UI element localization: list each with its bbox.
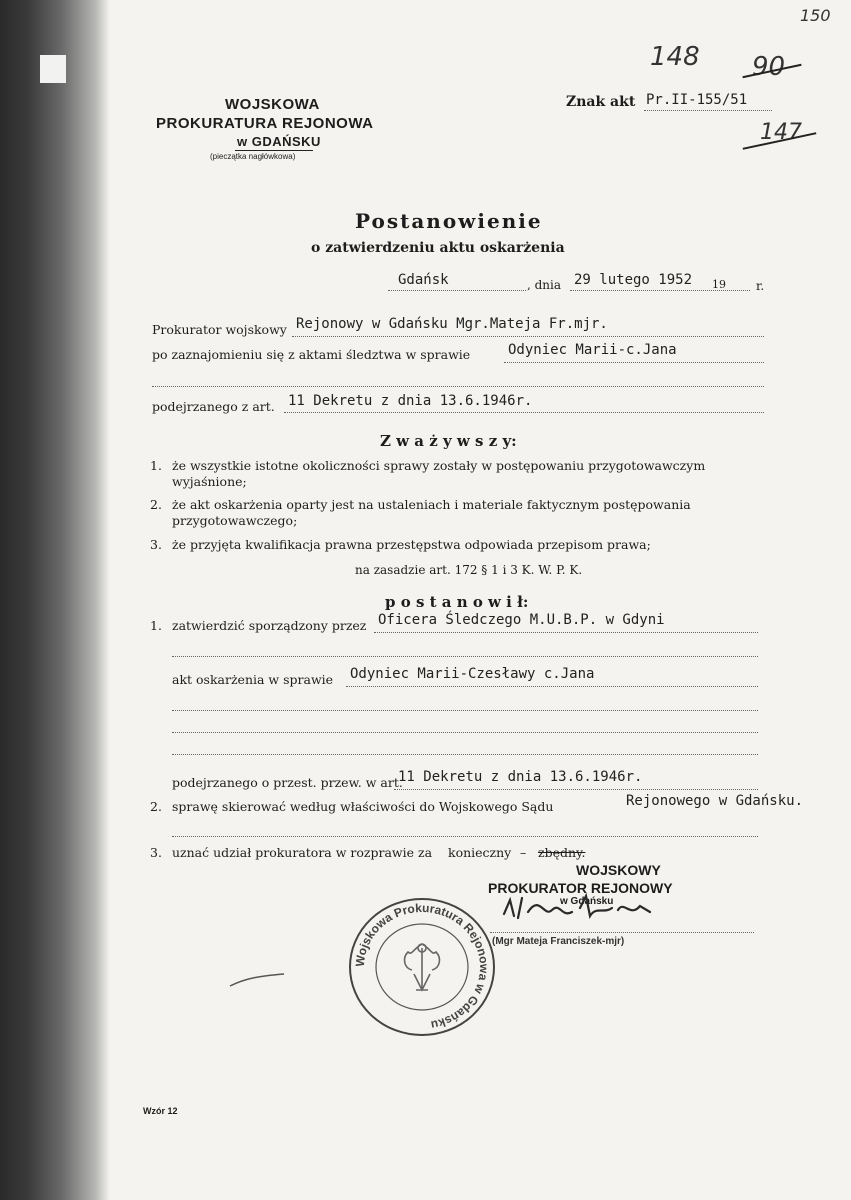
considering-number: 3. [150, 537, 162, 552]
letterhead-line3: w GDAŃSKU [237, 134, 321, 149]
indictment-value: Odyniec Marii-Czesławy c.Jana [350, 666, 595, 682]
prosecutor-value: Rejonowy w Gdańsku Mgr.Mateja Fr.mjr. [296, 316, 608, 332]
decided-heading: p o s t a n o w i ł: [385, 593, 529, 611]
signature-stamp-line3: w Gdańsku [560, 896, 614, 907]
participation-struck: zbędny. [538, 845, 586, 860]
letterhead-line2: PROKURATURA REJONOWA [156, 115, 374, 132]
signatory-name: (Mgr Mateja Franciszek-mjr) [492, 936, 625, 947]
considering-line: że przyjęta kwalifikacja prawna przestępstwa odpowiada przepisom prawa; [172, 537, 651, 552]
participation-label: uznać udział prokuratora w rozprawie za [172, 845, 433, 860]
considering-line: przygotowawczego; [172, 513, 298, 528]
participation-choice: konieczny [448, 845, 512, 860]
round-seal [342, 892, 502, 1042]
considering-line: że akt oskarżenia oparty jest na ustaleniach i materiale faktycznym postępowania [172, 497, 691, 512]
decided-number: 2. [150, 799, 162, 814]
legal-basis: na zasadzie art. 172 § 1 i 3 K. W. P. K. [355, 563, 583, 577]
signature-stamp-line2: PROKURATOR REJONOWY [488, 880, 673, 896]
refer-value: Rejonowego w Gdańsku. [626, 793, 804, 809]
fill-line [172, 732, 758, 733]
fill-line [504, 362, 764, 363]
archive-number-handwritten: 148 [650, 42, 700, 72]
signature-stamp-line1: WOJSKOWY [576, 862, 661, 878]
fill-line [172, 836, 758, 837]
scan-dark-edge [0, 0, 110, 1200]
fill-line [292, 336, 764, 337]
archive-number-top: 150 [800, 6, 831, 25]
suspect-offence-label: podejrzanego o przest. przew. w art. [172, 775, 403, 790]
eagle-icon [405, 944, 440, 990]
considering-number: 2. [150, 497, 162, 512]
document-subtitle: o zatwierdzeniu aktu oskarżenia [311, 240, 565, 256]
year-suffix: r. [756, 279, 765, 293]
fill-line [284, 412, 764, 413]
decided-number: 3. [150, 845, 162, 860]
fill-line [172, 656, 758, 657]
place-value: Gdańsk [398, 272, 449, 288]
suspect-article-label: podejrzanego z art. [152, 399, 275, 414]
prosecutor-label: Prokurator wojskowy [152, 322, 287, 337]
scan-spot [40, 55, 66, 83]
indictment-label: akt oskarżenia w sprawie [172, 672, 334, 687]
date-value: 29 lutego 1952 [574, 272, 693, 288]
letterhead-line1: WOJSKOWA [225, 96, 320, 113]
seal-text: Wojskowa Prokuratura Rejonowa w Gdańsku [352, 900, 492, 1033]
fill-line [490, 932, 754, 933]
considering-line: wyjaśnione; [172, 474, 247, 489]
refer-text: sprawę skierować według właściwości do Wojskowego Sądu [172, 799, 554, 814]
letterhead-underline [235, 150, 313, 151]
document-title: Postanowienie [355, 209, 543, 233]
date-label: , dnia [527, 278, 562, 292]
archive-number-struck-2: 147 [760, 120, 802, 145]
suspect-offence-value: 11 Dekretu z dnia 13.6.1946r. [398, 769, 643, 785]
approve-label: zatwierdzić sporządzony przez [172, 618, 367, 633]
fill-line [346, 686, 758, 687]
fill-line [394, 789, 758, 790]
handwritten-signature [500, 888, 660, 932]
fill-line [152, 386, 764, 387]
case-ref-label: Znak akt [566, 94, 636, 110]
letterhead-caption: (pieczątka nagłówkowa) [210, 152, 296, 161]
investigation-value: Odyniec Marii-c.Jana [508, 342, 677, 358]
fill-line [644, 110, 772, 111]
form-number: Wzór 12 [143, 1106, 178, 1116]
participation-dash: – [520, 845, 527, 860]
archive-number-struck: 90 [752, 52, 786, 82]
considering-line: że wszystkie istotne okoliczności sprawy zostały w postępowaniu przygotowawczym [172, 458, 706, 473]
pen-stroke [228, 970, 288, 990]
fill-line [172, 710, 758, 711]
year-printed: 19 [712, 278, 726, 291]
suspect-article-value: 11 Dekretu z dnia 13.6.1946r. [288, 393, 533, 409]
fill-line [388, 290, 526, 291]
case-ref-value: Pr.II-155/51 [646, 92, 748, 108]
investigation-label: po zaznajomieniu się z aktami śledztwa w sprawie [152, 347, 471, 362]
considering-heading: Z w a ż y w s z y: [380, 432, 517, 450]
decided-number: 1. [150, 618, 162, 633]
considering-number: 1. [150, 458, 162, 473]
fill-line [172, 754, 758, 755]
approve-value: Oficera Śledczego M.U.B.P. w Gdyni [378, 612, 665, 628]
fill-line [374, 632, 758, 633]
